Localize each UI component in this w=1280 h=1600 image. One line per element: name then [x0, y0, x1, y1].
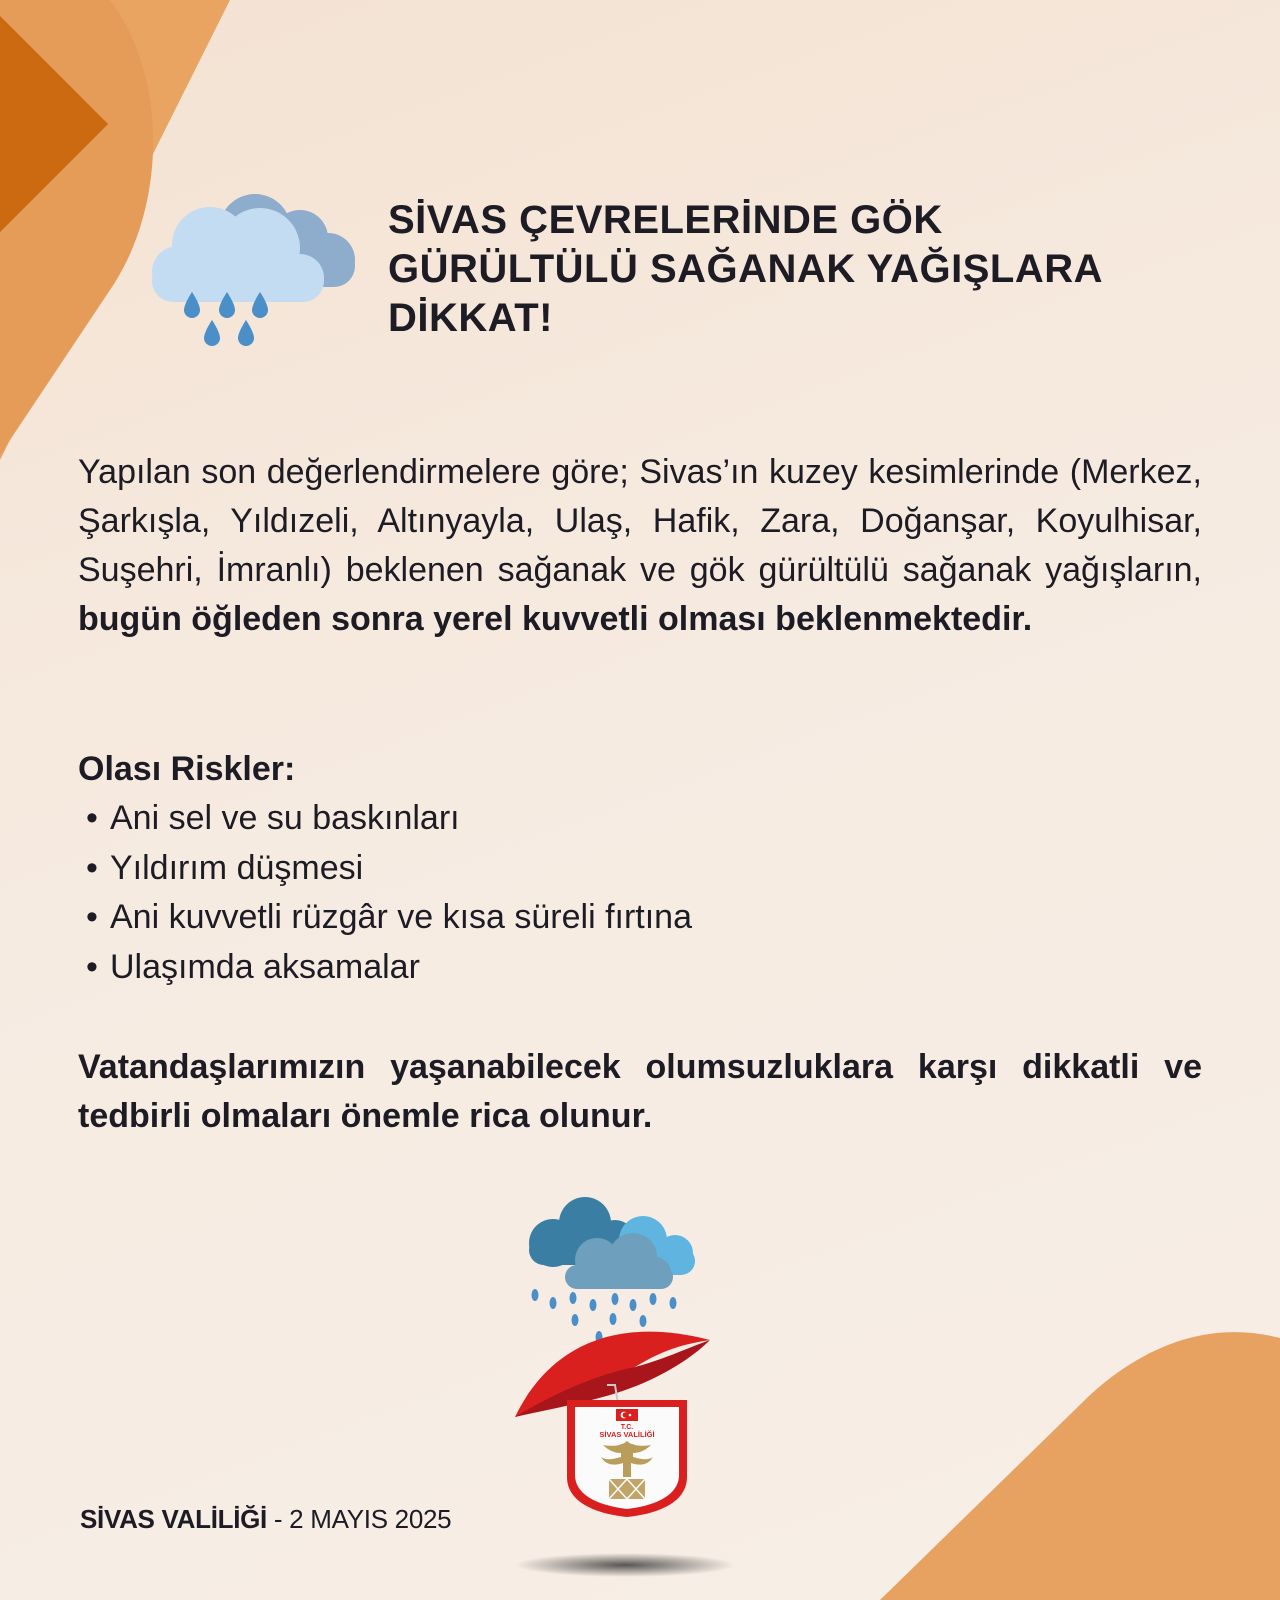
footer-date: - 2 MAYIS 2025 — [266, 1504, 452, 1534]
bullet-icon: • — [86, 898, 98, 936]
risk-item-text: Ani sel ve su baskınları — [110, 799, 460, 837]
list-item — [86, 893, 692, 943]
list-item — [86, 794, 692, 844]
emblem-line-1: T.C. — [620, 1424, 634, 1431]
title-line-3: DİKKAT! — [388, 296, 553, 340]
umbrella-emblem-illustration — [515, 1195, 740, 1595]
closing-paragraph: Vatandaşlarımızın yaşanabilecek olumsuzluklara karşı dikkatli ve tedbirli olmaları önemle rica olunur. — [78, 1048, 1202, 1135]
risks-heading: Olası Riskler: — [78, 750, 296, 788]
rain-cloud-icon — [150, 190, 365, 350]
risk-item-text: Yıldırım düşmesi — [110, 848, 364, 887]
bullet-icon: • — [86, 848, 98, 887]
risk-item-text: Ani kuvvetli rüzgâr ve kısa süreli fırtına — [110, 898, 693, 936]
list-item — [86, 943, 692, 993]
intro-text: Yapılan son değerlendirmelere göre; Sivas’ın kuzey kesimlerinde (Merkez, Şarkışla, Yıldızeli, Altınyayla, Ulaş, Hafik, Zara, Doğanşar, Koyulhisar, Suşehri, İmranlı) beklenen sağanak ve gök gürültülü sağanak yağışların, — [78, 453, 1202, 589]
emblem-line-2: SİVAS VALİLİĞİ — [599, 1430, 655, 1439]
corner-shape-bottom-right — [880, 1332, 1280, 1600]
footer-org: SİVAS VALİLİĞİ — [80, 1504, 267, 1534]
emblem-pattern — [609, 1479, 645, 1499]
title-line-2: GÜRÜLTÜLÜ SAĞANAK YAĞIŞLARA — [388, 247, 1104, 291]
title-line-1: SİVAS ÇEVRELERİNDE GÖK — [388, 198, 943, 242]
sivas-valiligi-emblem — [567, 1400, 687, 1517]
bullet-icon: • — [86, 799, 98, 837]
list-item — [86, 844, 692, 894]
intro-bold-text: bugün öğleden sonra yerel kuvvetli olması beklenmektedir. — [78, 600, 1033, 638]
footer-signature — [80, 1504, 451, 1535]
bullet-icon: • — [86, 947, 98, 986]
storm-cloud-icon — [529, 1197, 695, 1289]
page-title — [388, 196, 1228, 343]
ground-shadow — [515, 1553, 735, 1577]
intro-paragraph — [78, 448, 1202, 644]
risks-list — [86, 794, 692, 992]
risk-item-text: Ulaşımda aksamalar — [110, 947, 420, 986]
